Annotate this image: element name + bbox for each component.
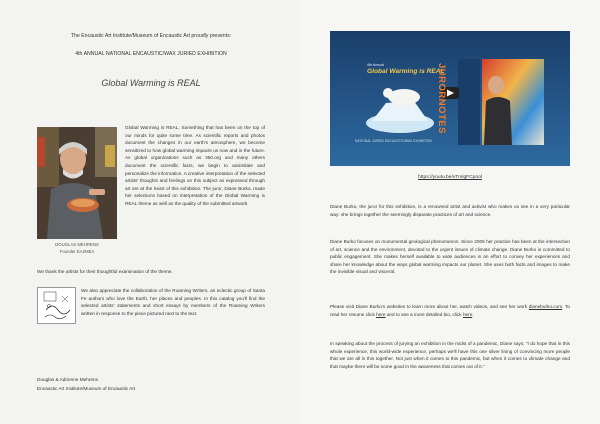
roaming-writers-paragraph: We also appreciate the collaboration of the Roaming Writers, an eclectic group of Santa Fe authors who love the Earth, her places and peoples. In this catalog you'll find the selected artists' statements and short essays by members of the Roaming Writers written in response to the piece pictured next to the text. xyxy=(81,288,265,316)
founder-portrait xyxy=(37,127,117,239)
portrait-caption-role: Founder EAI/MEA xyxy=(59,249,95,254)
roaming-writers-logo xyxy=(37,287,76,324)
video-thumbnail[interactable] xyxy=(330,31,570,166)
roaming-writers-logo-image xyxy=(38,288,77,325)
bio-link[interactable]: here xyxy=(462,311,473,317)
video-title: Global Warming is REAL xyxy=(367,68,445,75)
signature-names: Douglas & Adrienne Mehrens xyxy=(37,377,98,382)
video-footer: NATIONAL JURIED ENCAUSTIC/WAX EXHIBITION xyxy=(355,139,432,143)
portrait-caption-name: DOUGLAS MEHRENS xyxy=(55,242,99,247)
video-side-text: JURORNOTES xyxy=(436,63,447,134)
founder-portrait-image xyxy=(37,127,117,239)
juror-quote-paragraph: In speaking about the process of jurying an exhibition in the midst of a pandemic, Diane says, "I do hope that in this whole experience, this world-wide experience, perhaps we'll have this one silver lining of convincing more people that we are all in this together. Not just when it comes to this pandemic, but when it comes to climate change and that maybe there will be some good in the awareness that comes out of it." xyxy=(330,341,570,369)
juror-intro-paragraph: Diane Burko, the juror for this exhibition, is a renowned artist and activist who makes us see in a very particular way: she brings together the seemingly disparate practices of art and science. xyxy=(330,204,570,217)
intro-paragraph: Global Warming is REAL. Something that has been on the top of our minds for quite some time. As scientific reports and photos document the changes in our earth's atmosphere, we become sensitized to how global warming impacts us now and in the future. As global organizations such as 350.org and many others document the scientific facts, we begin to assimilate and personalize the information. A creative interpretation of the selected artists' thoughts and feelings on this subject as expressed through art are at the heart of this exhibition. The juror, Diane Burko, made her selections based on interpretation of the Global Warming is REAL theme as well as the quality of the submitted artwork. xyxy=(125,125,265,206)
page-title: Global Warming is REAL xyxy=(101,78,201,88)
links-text-c: and to see a more detailed bio, click xyxy=(386,311,462,317)
video-thumbnail-image xyxy=(330,31,570,166)
resume-link[interactable]: here xyxy=(376,311,386,317)
exhibition-name: 4th ANNUAL NATIONAL ENCAUSTIC/WAX JURIED EXHIBITION xyxy=(75,51,227,57)
video-link[interactable]: https://youtu.be/xTmlgFCpool xyxy=(418,175,482,180)
juror-focus-paragraph: Diane Burko focuses on monumental geological phenomenon. Since 2006 her practice has been at the intersection of art, science and the environment, devoted to the urgent issues of climate change. Diane Burko is committed to public engagement. She makes herself available to wide audiences in an effort to convey her experiences and share her knowledge about the ways global warming impacts our planet. She uses both facts and images to make the invisible visual and visceral. xyxy=(330,239,570,274)
juror-links-paragraph xyxy=(330,303,570,318)
dianeburko-link[interactable]: dianeburko.com xyxy=(528,304,563,309)
links-text-b: . To read her resume click xyxy=(330,304,570,317)
thanks-text: We thank the artists for their thoughtful examination of the theme. xyxy=(37,269,173,274)
links-text-a: Please visit Diane Burko's websites to learn more about her, watch videos, and see her work xyxy=(330,304,528,309)
video-small-text: 4th Annual xyxy=(367,63,384,67)
links-text-d: . xyxy=(472,311,474,317)
signature-organization: Encaustic Art Institute/Museum of Encaustic Art xyxy=(37,386,136,391)
intro-line: The Encaustic Art Institute/Museum of Encaustic Art proudly presents: xyxy=(70,33,232,39)
